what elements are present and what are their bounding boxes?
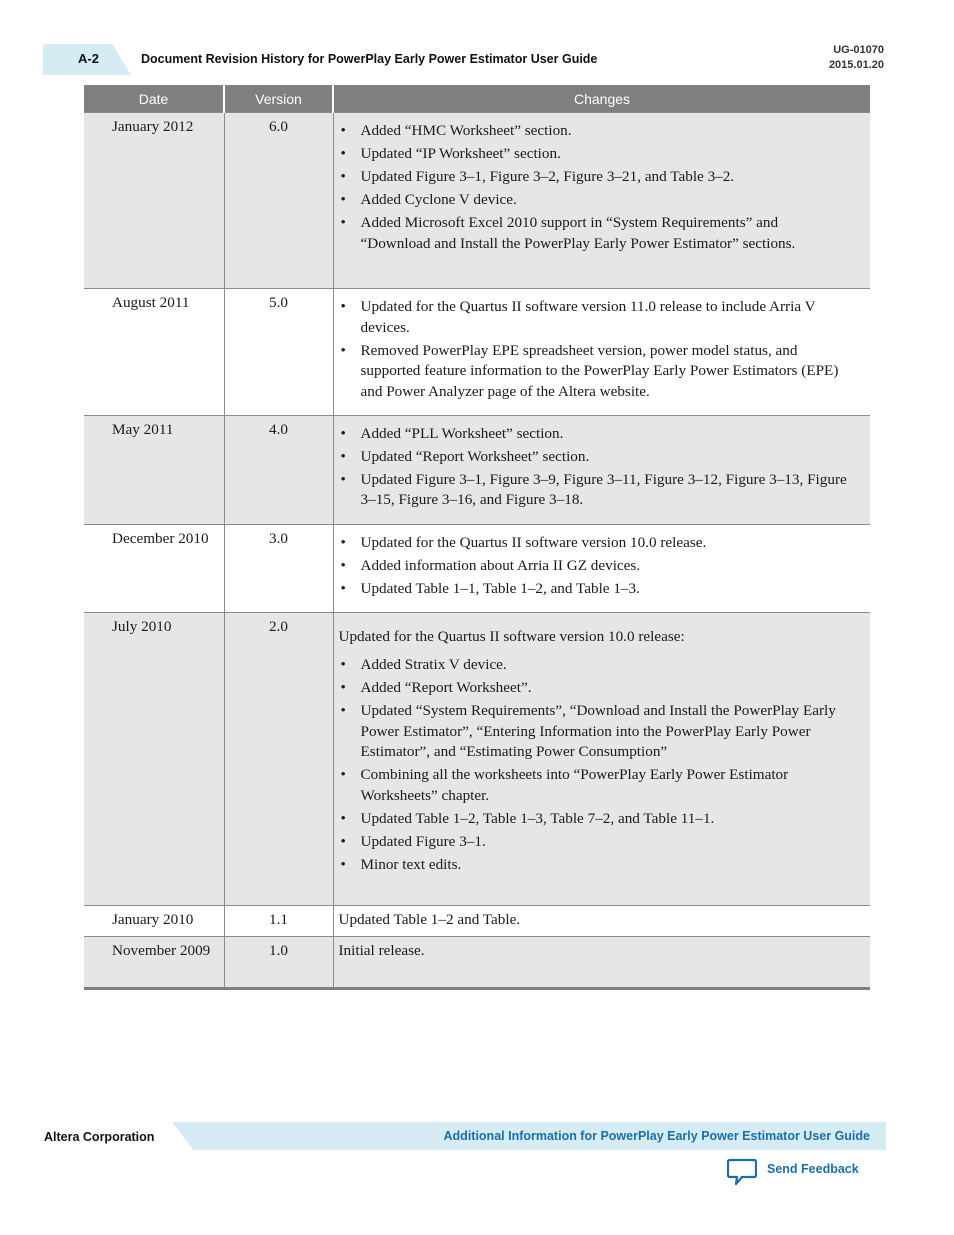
change-item: • Updated Figure 3–1. [339, 832, 851, 853]
change-item: • Added Cyclone V device. [339, 190, 851, 211]
table-row [84, 113, 870, 289]
table-row [84, 524, 870, 612]
row-date: December 2010 [84, 524, 224, 612]
change-item: • Updated for the Quartus II software version 10.0 release. [339, 533, 851, 554]
change-item: • Updated “System Requirements”, “Download and Install the PowerPlay Early Power Estimator”, “Entering Information into the PowerPlay Early Power Estimator”, and “Estimating Power Consumption” [339, 701, 851, 763]
document-number: UG-01070 [833, 44, 884, 56]
change-item: • Combining all the worksheets into “PowerPlay Early Power Estimator Worksheets” chapter. [339, 765, 851, 806]
change-item: • Updated “Report Worksheet” section. [339, 447, 851, 468]
row-date: November 2009 [84, 937, 224, 989]
send-feedback-label: Send Feedback [767, 1162, 859, 1176]
page-number: A-2 [78, 51, 99, 66]
change-list [339, 121, 851, 254]
change-item: • Minor text edits. [339, 855, 851, 876]
row-version: 2.0 [224, 612, 333, 905]
change-list [339, 297, 851, 402]
row-version: 1.1 [224, 905, 333, 937]
row-changes [333, 415, 870, 524]
table-row [84, 905, 870, 937]
row-changes: Updated Table 1–2 and Table. [333, 905, 870, 937]
send-feedback-button[interactable] [727, 1158, 859, 1188]
row-changes [333, 524, 870, 612]
change-item: • Added “PLL Worksheet” section. [339, 424, 851, 445]
row-version: 1.0 [224, 937, 333, 989]
table-row [84, 415, 870, 524]
row-changes: Initial release. [333, 937, 870, 989]
row-changes [333, 612, 870, 905]
change-intro: Updated for the Quartus II software version 10.0 release: [338, 627, 685, 645]
change-item: • Added information about Arria II GZ devices. [339, 556, 851, 577]
column-header-date: Date [84, 85, 224, 113]
row-changes [333, 289, 870, 416]
row-date: January 2010 [84, 905, 224, 937]
change-item: • Updated for the Quartus II software version 11.0 release to include Arria V devices. [339, 297, 851, 338]
row-changes [333, 113, 870, 289]
change-list [339, 424, 851, 511]
guide-title-link[interactable]: Additional Information for PowerPlay Early Power Estimator User Guide [443, 1129, 870, 1143]
row-version: 4.0 [224, 415, 333, 524]
row-date: July 2010 [84, 612, 224, 905]
change-item: • Updated “IP Worksheet” section. [339, 144, 851, 165]
section-title: Document Revision History for PowerPlay Early Power Estimator User Guide [141, 52, 598, 66]
change-list [339, 655, 851, 875]
table-row [84, 612, 870, 905]
document-id [829, 43, 884, 73]
row-date: January 2012 [84, 113, 224, 289]
column-header-version: Version [224, 85, 333, 113]
document-date: 2015.01.20 [828, 59, 884, 71]
change-item: • Added Microsoft Excel 2010 support in “System Requirements” and “Download and Install the PowerPlay Early Power Estimator” sections. [339, 213, 851, 254]
table-header-row [84, 85, 870, 113]
change-item: • Updated Table 1–2, Table 1–3, Table 7–2, and Table 11–1. [339, 809, 851, 830]
change-item: • Updated Table 1–1, Table 1–2, and Table 1–3. [339, 579, 851, 600]
row-version: 6.0 [224, 113, 333, 289]
row-version: 3.0 [224, 524, 333, 612]
revision-history-table [84, 85, 870, 990]
change-item: • Added Stratix V device. [339, 655, 851, 676]
change-item: • Updated Figure 3–1, Figure 3–9, Figure 3–11, Figure 3–12, Figure 3–13, Figure 3–15, Figure 3–16, and Figure 3–18. [339, 470, 851, 511]
table-row [84, 289, 870, 416]
row-date: August 2011 [84, 289, 224, 416]
change-item: • Removed PowerPlay EPE spreadsheet version, power model status, and supported feature information to the PowerPlay Early Power Estimators (EPE) and Power Analyzer page of the Altera website. [339, 341, 851, 403]
change-item: • Added “HMC Worksheet” section. [339, 121, 851, 142]
column-header-changes: Changes [333, 85, 870, 113]
change-item: • Updated Figure 3–1, Figure 3–2, Figure 3–21, and Table 3–2. [339, 167, 851, 188]
change-item: • Added “Report Worksheet”. [339, 678, 851, 699]
row-date: May 2011 [84, 415, 224, 524]
change-list [339, 533, 851, 600]
speech-bubble-icon [727, 1158, 757, 1186]
company-name: Altera Corporation [44, 1130, 155, 1144]
table-row [84, 937, 870, 989]
row-version: 5.0 [224, 289, 333, 416]
